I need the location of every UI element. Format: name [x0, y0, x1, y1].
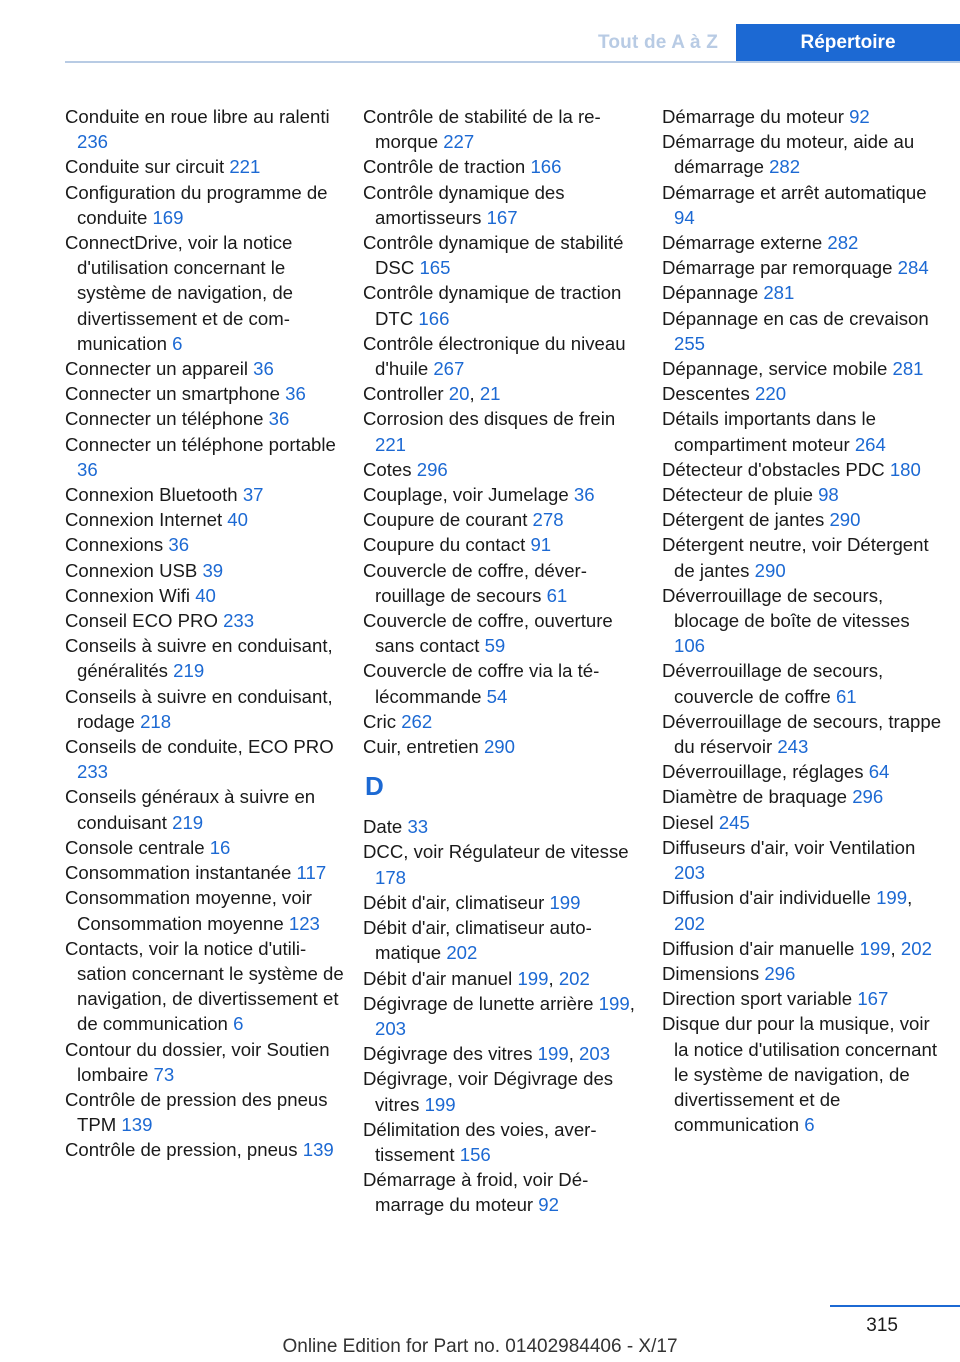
page-link[interactable]: 36 — [253, 358, 274, 380]
index-entry — [363, 154, 643, 179]
page-link[interactable]: 202 — [558, 967, 590, 989]
entry-term: Cric — [363, 710, 402, 732]
page-link[interactable]: 202 — [674, 912, 706, 934]
page-link[interactable]: 92 — [538, 1194, 559, 1216]
page-separator: , — [907, 887, 913, 909]
index-entry — [65, 482, 345, 507]
index-entry — [363, 709, 643, 734]
entry-term: Conduite en roue libre au ralenti — [65, 106, 330, 127]
entry-term: Contacts, voir la notice d'utilisation concernant le système de navigation, de divertissement et de communication — [65, 937, 344, 1035]
index-entry — [662, 1011, 942, 1137]
entry-term: Conseils à suivre en conduisant, généralités — [65, 635, 333, 682]
entry-term: Couvercle de coffre via la télécommande — [363, 660, 600, 707]
entry-term: Dépannage en cas de crevaison — [662, 307, 929, 329]
entry-term: Diesel — [662, 811, 719, 833]
entry-term: Contrôle dynamique des amortisseurs — [363, 181, 565, 228]
index-entry — [662, 255, 942, 280]
page-link[interactable]: 40 — [227, 509, 248, 531]
tab-repertoire[interactable]: Répertoire — [736, 24, 960, 62]
entry-term: Corrosion des disques de frein — [363, 408, 616, 430]
page-link[interactable]: 178 — [375, 866, 407, 888]
entry-term: DCC, voir Régulateur de vitesse — [363, 841, 629, 863]
header-divider — [65, 61, 960, 63]
page-link[interactable]: 73 — [153, 1063, 175, 1085]
entry-term: Débit d'air, climatiseur — [363, 891, 550, 913]
entry-term: Contour du dossier, voir Soutien lombaire — [65, 1038, 330, 1085]
index-column-1 — [65, 104, 345, 1163]
index-column-2 — [363, 104, 643, 1218]
entry-term: Diamètre de braquage — [662, 786, 853, 808]
page-link[interactable]: 199 — [517, 967, 549, 989]
entry-term: Conseil ECO PRO — [65, 610, 224, 632]
page-link[interactable]: 236 — [77, 131, 109, 153]
index-entry — [363, 1066, 643, 1116]
entry-term: Démarrage du moteur — [662, 106, 850, 127]
index-entry — [65, 406, 345, 431]
index-entry — [363, 457, 643, 482]
index-entry — [65, 784, 345, 834]
index-entry — [662, 885, 942, 935]
entry-term: Détails importants dans le compartiment moteur — [662, 408, 876, 455]
page-header — [0, 24, 960, 62]
index-entry — [363, 482, 643, 507]
entry-term: Démarrage externe — [662, 232, 828, 254]
index-entry — [662, 129, 942, 179]
page-link[interactable]: 199 — [876, 887, 908, 909]
page-link[interactable]: 106 — [674, 635, 706, 657]
page-link[interactable]: 98 — [818, 484, 839, 506]
entry-term: Connexion Wifi — [65, 584, 196, 606]
index-entry — [662, 507, 942, 532]
page-link[interactable]: 165 — [419, 257, 451, 279]
index-entry — [363, 532, 643, 557]
page-link[interactable]: 36 — [285, 383, 306, 405]
entry-term: Diffuseurs d'air, voir Ventilation — [662, 836, 916, 858]
entry-term: Contrôle de traction — [363, 156, 531, 178]
entry-term: Contrôle de pression des pneus TPM — [65, 1088, 328, 1136]
page-link[interactable]: 20 — [448, 383, 470, 405]
entry-term: Dégivrage des vitres — [363, 1043, 538, 1065]
page-link[interactable]: 281 — [892, 358, 924, 380]
section-letter: D — [365, 771, 384, 802]
page-link[interactable]: 290 — [754, 559, 786, 581]
page-link[interactable]: 36 — [77, 458, 98, 480]
index-entry — [662, 230, 942, 255]
page-link[interactable]: 199 — [859, 937, 891, 959]
index-entry — [65, 532, 345, 557]
index-entry — [363, 507, 643, 532]
index-entry — [363, 180, 643, 230]
page-link[interactable]: 33 — [407, 816, 429, 838]
entry-term: Couplage, voir Jumelage — [363, 484, 574, 506]
page-link[interactable]: 219 — [172, 811, 204, 833]
page-link[interactable]: 6 — [233, 1013, 244, 1035]
page-link[interactable]: 203 — [579, 1043, 611, 1065]
entry-term: Direction sport variable — [662, 988, 858, 1010]
index-entry — [363, 104, 643, 154]
page-link[interactable]: 262 — [401, 710, 433, 732]
page-link[interactable]: 167 — [857, 988, 889, 1010]
entry-term: Conseils à suivre en conduisant, rodage — [65, 685, 333, 732]
page-link[interactable]: 91 — [530, 534, 552, 556]
entry-term: Démarrage à froid, voir Démarrage du moteur — [363, 1169, 589, 1216]
index-entry — [65, 1137, 345, 1162]
index-entry — [65, 230, 345, 356]
entry-term: Controller — [363, 383, 449, 405]
entry-term: Connecter un téléphone portable — [65, 433, 336, 455]
index-entry — [65, 633, 345, 683]
page-link[interactable]: 139 — [121, 1114, 153, 1136]
index-entry — [662, 709, 942, 759]
index-entry — [363, 608, 643, 658]
index-entry — [662, 306, 942, 356]
page-link[interactable]: 199 — [537, 1043, 569, 1065]
index-entry — [363, 991, 643, 1041]
entry-term: Couvercle de coffre, ouverture sans contact — [363, 610, 613, 657]
index-entry — [662, 356, 942, 381]
index-entry — [662, 532, 942, 582]
page-link[interactable]: 243 — [777, 736, 809, 758]
entry-term: Configuration du programme de conduite — [65, 181, 328, 228]
page-link[interactable]: 166 — [530, 156, 562, 178]
page-link[interactable]: 36 — [168, 534, 190, 556]
index-entry — [662, 658, 942, 708]
index-entry — [65, 936, 345, 1037]
index-entry — [363, 1167, 643, 1217]
entry-term: Déverrouillage de secours, trappe du réservoir — [662, 710, 942, 758]
index-entry — [65, 734, 345, 784]
index-entry — [65, 1087, 345, 1137]
entry-term: Détergent neutre, voir Détergent de jantes — [662, 534, 929, 581]
entry-term: Coupure de courant — [363, 509, 533, 531]
page-link[interactable]: 40 — [195, 584, 216, 606]
entry-term: Consommation moyenne, voir Consommation moyenne — [65, 887, 312, 934]
index-entry — [363, 839, 643, 889]
index-entry — [363, 966, 643, 991]
page-link[interactable]: 16 — [209, 836, 231, 858]
page-link[interactable]: 166 — [418, 307, 450, 329]
entry-term: Conduite sur circuit — [65, 156, 230, 178]
index-entry — [363, 558, 643, 608]
entry-term: Débit d'air, climatiseur automatique — [363, 917, 592, 964]
index-entry — [65, 684, 345, 734]
entry-term: Disque dur pour la musique, voir la notice d'utilisation concernant le système de navigation, de divertissement et de communication — [662, 1013, 937, 1136]
page-link[interactable]: 219 — [173, 660, 205, 682]
page-number: 315 — [866, 1315, 898, 1336]
page-separator: , — [629, 992, 635, 1014]
entry-term: Cotes — [363, 458, 417, 480]
entry-term: Contrôle dynamique de stabilité DSC — [363, 232, 624, 279]
entry-term: Connecter un smartphone — [65, 383, 286, 405]
page-separator: , — [548, 967, 559, 989]
page-link[interactable]: 199 — [424, 1093, 456, 1115]
page-link[interactable]: 203 — [674, 862, 706, 884]
index-entry — [65, 608, 345, 633]
entry-term: Dimensions — [662, 962, 765, 984]
page-link[interactable]: 233 — [223, 610, 255, 632]
page-separator: , — [890, 937, 901, 959]
index-entry — [65, 154, 345, 179]
page-link[interactable]: 296 — [416, 458, 448, 480]
page-link[interactable]: 36 — [268, 408, 290, 430]
index-entry — [662, 583, 942, 659]
entry-term: Connexion USB — [65, 559, 203, 581]
index-entry — [662, 835, 942, 885]
entry-term: Contrôle de stabilité de la remorque — [363, 106, 601, 153]
index-entry — [662, 406, 942, 456]
page-link[interactable]: 202 — [900, 937, 932, 959]
page-link[interactable]: 284 — [897, 257, 929, 279]
index-entry — [363, 814, 643, 839]
page-link[interactable]: 39 — [202, 559, 224, 581]
entry-term: Connecter un téléphone — [65, 408, 269, 430]
index-entry — [662, 457, 942, 482]
index-entry — [65, 381, 345, 406]
page-link[interactable]: 180 — [889, 458, 921, 480]
page-link[interactable]: 6 — [172, 332, 183, 354]
tab-tout-de-a-a-z[interactable]: Tout de A à Z — [580, 24, 736, 62]
entry-term: Détecteur d'obstacles PDC — [662, 458, 890, 480]
index-entry — [662, 961, 942, 986]
page-link[interactable]: 61 — [546, 584, 568, 606]
page-link[interactable]: 36 — [573, 484, 595, 506]
index-entry — [662, 280, 942, 305]
index-entry — [662, 180, 942, 230]
entry-term: Contrôle électronique du niveau d'huile — [363, 332, 626, 380]
entry-term: Connexion Internet — [65, 509, 228, 531]
entry-term: Déverrouillage, réglages — [662, 761, 869, 783]
entry-term: Démarrage et arrêt automatique — [662, 181, 927, 203]
page-link[interactable]: 264 — [854, 433, 886, 455]
page-link[interactable]: 64 — [868, 761, 890, 783]
entry-term: Cuir, entretien — [363, 736, 484, 758]
index-entry — [65, 104, 345, 154]
index-entry — [662, 381, 942, 406]
page-link[interactable]: 282 — [827, 232, 859, 254]
page-link[interactable]: 21 — [479, 383, 501, 405]
page-link[interactable]: 267 — [433, 358, 465, 380]
page-link[interactable]: 61 — [835, 685, 857, 707]
page-link[interactable]: 218 — [140, 710, 172, 732]
page-link[interactable]: 282 — [769, 156, 801, 178]
entry-term: ConnectDrive, voir la notice d'utilisation concernant le système de navigation, de divertissement et de communication — [65, 232, 294, 354]
entry-term: Connexion Bluetooth — [65, 484, 243, 506]
page-link[interactable]: 278 — [532, 509, 564, 531]
entry-term: Conseils de conduite, ECO PRO — [65, 736, 334, 758]
index-entry — [65, 356, 345, 381]
page-link[interactable]: 6 — [804, 1114, 815, 1136]
entry-term: Connexions — [65, 534, 169, 556]
index-entry — [662, 759, 942, 784]
entry-term: Contrôle dynamique de traction DTC — [363, 282, 622, 329]
entry-term: Console centrale — [65, 836, 210, 858]
page-link[interactable]: 199 — [549, 891, 581, 913]
page-link[interactable]: 255 — [674, 332, 706, 354]
page-link[interactable]: 233 — [77, 761, 109, 783]
entry-term: Conseils généraux à suivre en conduisant — [65, 786, 316, 833]
page-link[interactable]: 199 — [598, 992, 630, 1014]
index-entry — [65, 1037, 345, 1087]
entry-term: Contrôle de pression, pneus — [65, 1139, 303, 1161]
index-entry — [662, 104, 942, 129]
index-entry — [662, 784, 942, 809]
page-link[interactable]: 220 — [755, 383, 787, 405]
index-entry — [662, 810, 942, 835]
page-link[interactable]: 290 — [829, 509, 861, 531]
index-entry — [363, 230, 643, 280]
page-link[interactable]: 139 — [302, 1139, 334, 1161]
entry-term: Démarrage par remorquage — [662, 257, 898, 279]
entry-term: Dégivrage, voir Dégivrage des vitres — [363, 1068, 614, 1115]
entry-term: Délimitation des voies, avertissement — [363, 1118, 597, 1165]
index-entry — [662, 936, 942, 961]
index-entry — [363, 1041, 643, 1066]
page-link[interactable]: 37 — [242, 484, 264, 506]
edition-footer: Online Edition for Part no. 01402984406 - X/17 — [282, 1336, 678, 1357]
page-link[interactable]: 203 — [375, 1017, 407, 1039]
entry-term: Coupure du contact — [363, 534, 531, 556]
page-link[interactable]: 54 — [486, 685, 508, 707]
page-link[interactable]: 296 — [852, 786, 884, 808]
index-entry — [662, 986, 942, 1011]
index-entry — [363, 890, 643, 915]
entry-term: Détecteur de pluie — [662, 484, 819, 506]
index-entry — [363, 1117, 643, 1167]
footer-divider — [830, 1305, 960, 1307]
page-link[interactable]: 167 — [486, 206, 518, 228]
page-link[interactable]: 221 — [229, 156, 261, 178]
entry-term: Dépannage, service mobile — [662, 358, 893, 380]
entry-term: Dépannage — [662, 282, 764, 304]
index-entry — [65, 558, 345, 583]
page-link[interactable]: 221 — [375, 433, 407, 455]
entry-term: Date — [363, 816, 408, 838]
page-link[interactable]: 245 — [718, 811, 750, 833]
page-link[interactable]: 94 — [674, 206, 695, 228]
entry-term: Diffusion d'air individuelle — [662, 887, 877, 909]
index-entry — [363, 406, 643, 456]
page-link[interactable]: 123 — [288, 912, 320, 934]
index-entry — [662, 482, 942, 507]
page-link[interactable]: 59 — [484, 635, 506, 657]
entry-term: Connecter un appareil — [65, 358, 254, 380]
entry-term: Descentes — [662, 383, 756, 405]
index-entry — [363, 280, 643, 330]
entry-term: Déverrouillage de secours, blocage de boîte de vitesses — [662, 584, 910, 632]
page-link[interactable]: 92 — [849, 106, 870, 127]
entry-term: Déverrouillage de secours, couvercle de coffre — [662, 660, 884, 707]
index-entry — [65, 885, 345, 935]
index-entry — [65, 860, 345, 885]
entry-term: Démarrage du moteur, aide au démarrage — [662, 131, 915, 178]
page-separator: , — [469, 383, 480, 405]
index-entry — [363, 331, 643, 381]
index-entry — [65, 835, 345, 860]
page-link[interactable]: 296 — [764, 962, 796, 984]
entry-term: Débit d'air manuel — [363, 967, 518, 989]
page-link[interactable]: 290 — [483, 736, 515, 758]
index-entry — [65, 507, 345, 532]
entry-term: Diffusion d'air manuelle — [662, 937, 860, 959]
page-link[interactable]: 281 — [763, 282, 795, 304]
page-link[interactable]: 156 — [459, 1143, 491, 1165]
page-separator: , — [568, 1043, 580, 1065]
page-link[interactable]: 169 — [152, 206, 184, 228]
entry-term: Consommation instantanée — [65, 862, 297, 884]
page-link[interactable]: 227 — [443, 131, 475, 153]
entry-term: Dégivrage de lunette arrière — [363, 992, 599, 1014]
index-entry — [363, 734, 643, 759]
index-entry — [65, 583, 345, 608]
index-column-3 — [662, 104, 942, 1137]
index-entry — [65, 180, 345, 230]
entry-term: Couvercle de coffre, déverrouillage de secours — [363, 559, 587, 606]
index-entry — [363, 915, 643, 965]
index-entry — [363, 381, 643, 406]
index-entry — [65, 432, 345, 482]
entry-term: Détergent de jantes — [662, 509, 830, 531]
page-link[interactable]: 117 — [296, 862, 327, 884]
page-link[interactable]: 202 — [446, 942, 478, 964]
index-entry — [363, 658, 643, 708]
